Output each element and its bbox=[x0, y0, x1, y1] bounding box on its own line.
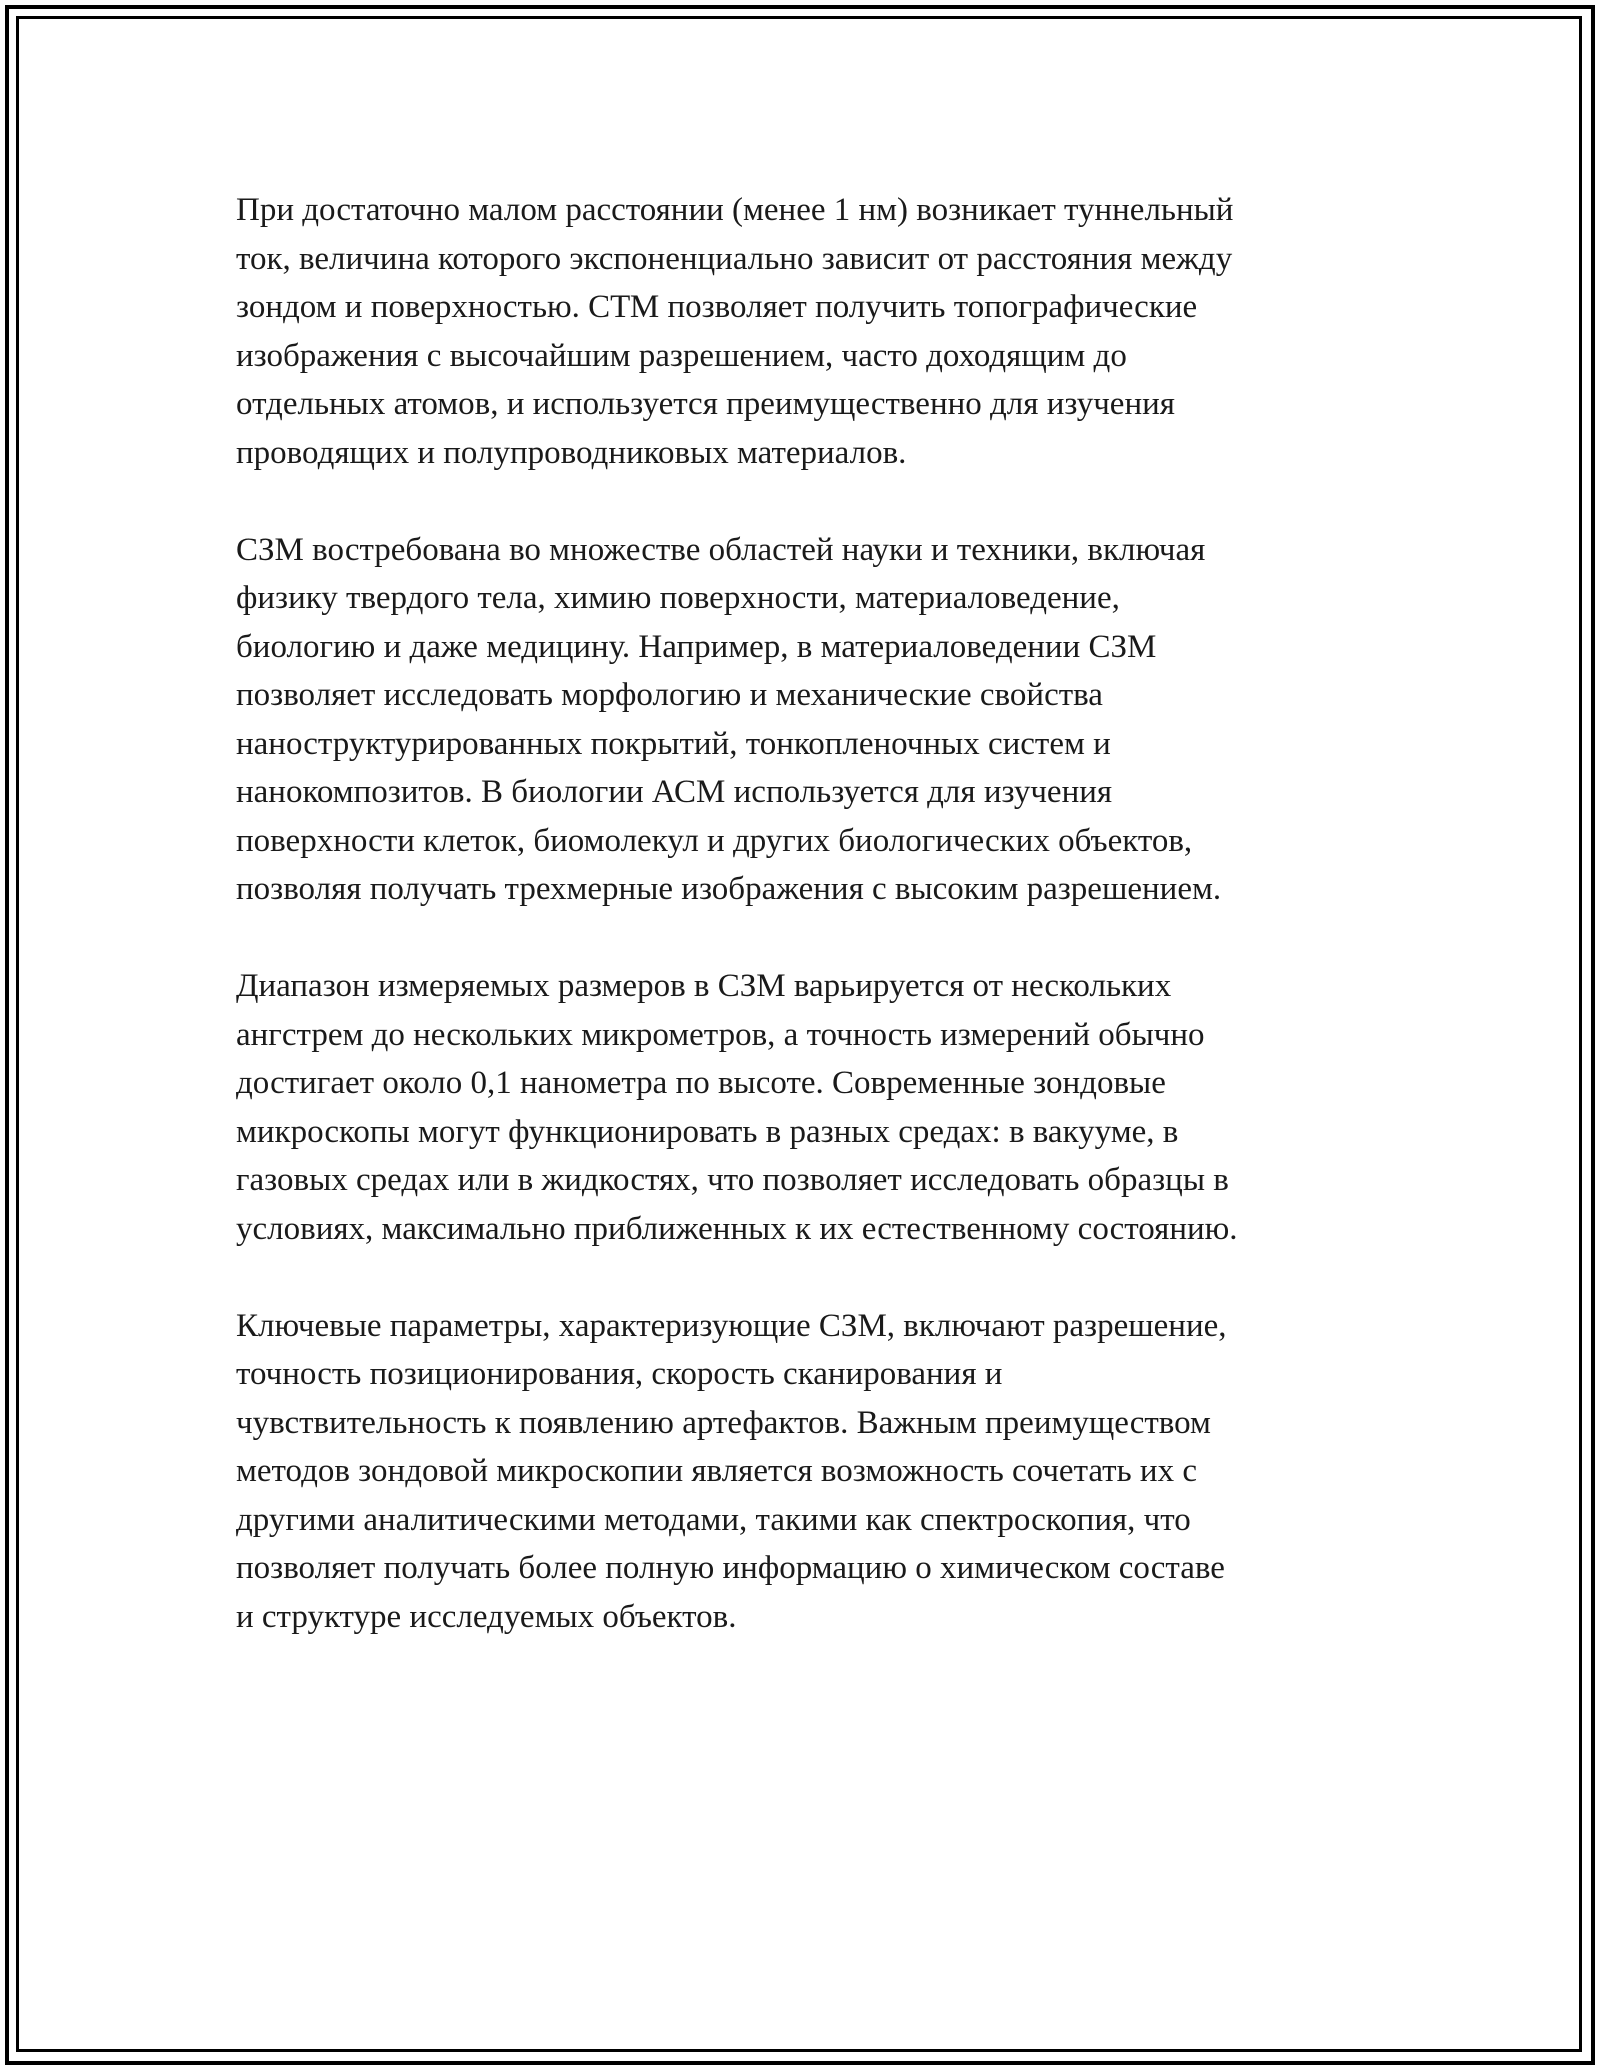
paragraph-spm-applications: СЗМ востребована во множестве областей науки и техники, включая физику твердого тела, химию поверхности, материаловедение, биологию и даже медицину. Например, в материаловедении СЗМ позволяет исследовать морфологию и механические свойства наноструктурированных покрытий, тонкопленочных систем и нанокомпозитов. В биологии АСМ используется для изучения поверхности клеток, биомолекул и других биологических объектов, позволяя получать трехмерные изображения с высоким разрешением. bbox=[236, 531, 1222, 907]
paragraph-key-parameters: Ключевые параметры, характеризующие СЗМ, включают разрешение, точность позиционирования, скорость сканирования и чувствительность к появлению артефактов. Важным преимуществом методов зондовой микроскопии является возможность сочетать их с другими аналитическими методами, такими как спектроскопия, что позволяет получать более полную информацию о химическом составе и структуре исследуемых объектов. bbox=[236, 1307, 1227, 1635]
document-body bbox=[236, 186, 1376, 1690]
paragraph-measurement-range: Диапазон измеряемых размеров в СЗМ варьируется от нескольких ангстрем до нескольких микрометров, а точность измерений обычно достигает около 0,1 нанометра по высоте. Современные зондовые микроскопы могут функционировать в разных средах: в вакууме, в газовых средах или в жидкостях, что позволяет исследовать образцы в условиях, максимально приближенных к их естественному состоянию. bbox=[236, 968, 1238, 1247]
paragraph-stm-tunneling: При достаточно малом расстоянии (менее 1 нм) возникает туннельный ток, величина которого экспоненциально зависит от расстояния между зондом и поверхностью. СТМ позволяет получить топографические изображения с высочайшим разрешением, часто доходящим до отдельных атомов, и используется преимущественно для изучения проводящих и полупроводниковых материалов. bbox=[236, 192, 1234, 471]
